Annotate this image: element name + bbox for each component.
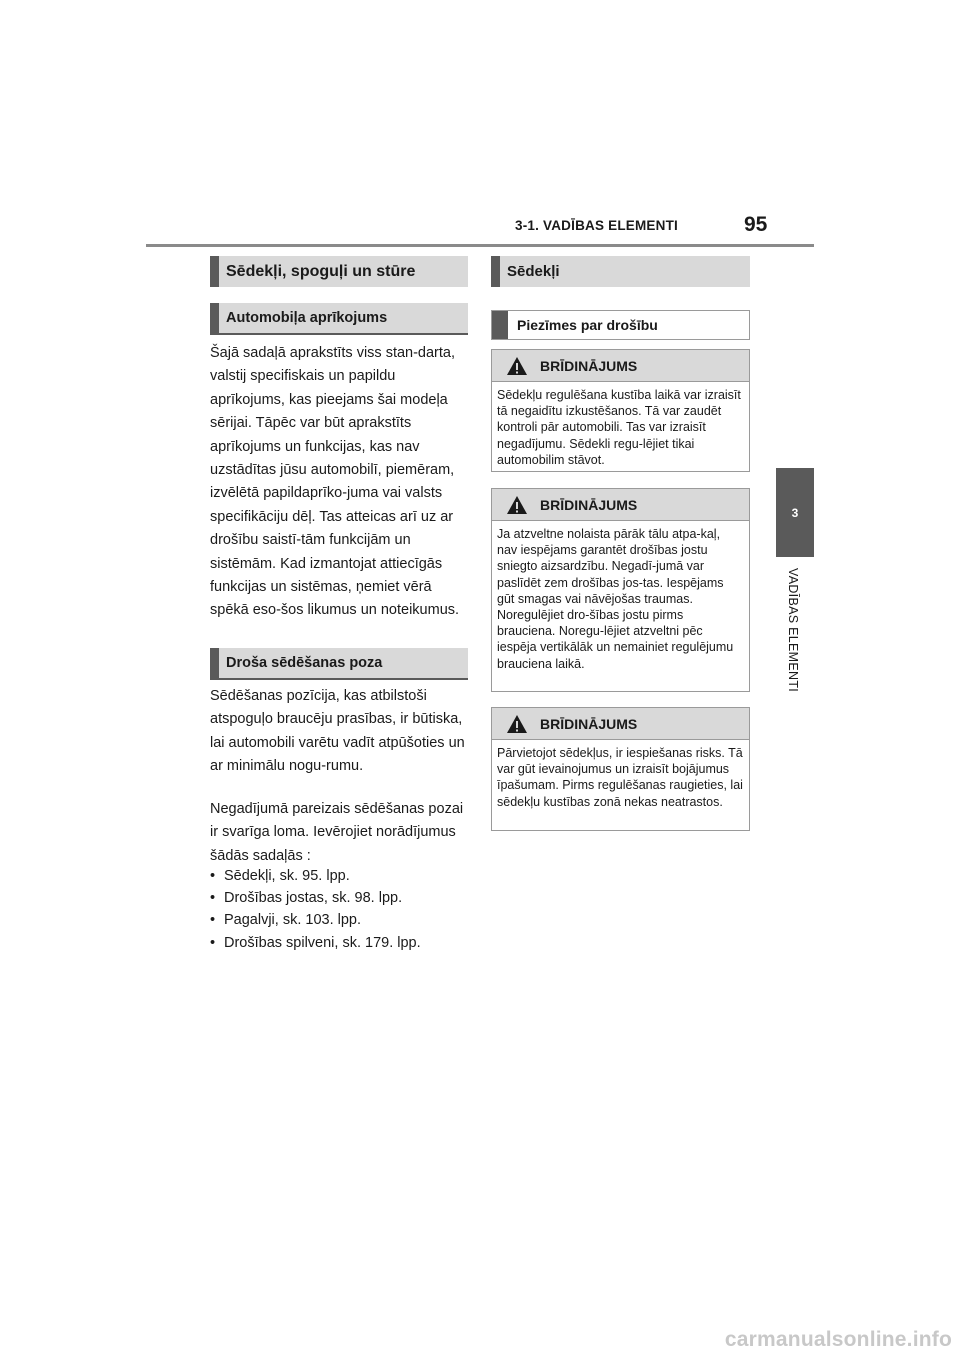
chapter-tab (776, 468, 814, 557)
list-item: • Sēdekļi, sk. 95. lpp. (210, 865, 421, 887)
page-number: 95 (744, 213, 768, 236)
warning-text: Sēdekļu regulēšana kustība laikā var izraisīt tā negaidītu izkustēšanos. Tā var zaudēt kontroli pār automobili. Tas var izraisīt negadījumu. Sēdekli regu-lējiet tikai automobilim stāvot. (497, 388, 741, 467)
warning-header (492, 350, 749, 382)
warning-text: Pārvietojot sēdekļus, ir iespiešanas risks. Tā var gūt ievainojumus un izraisīt bojājumus īpašumam. Pirms regulēšanas raugieties, lai sēdekļu kustības zonā nekas neatrastos. (497, 746, 743, 809)
warning-triangle-icon (506, 356, 528, 376)
subsection-equipment (210, 303, 468, 335)
section-title-bar-seats (491, 256, 750, 287)
subsection-seating-posture (210, 648, 468, 680)
warning-title: BRĪDINĀJUMS (540, 715, 638, 732)
section-title: Sēdekļi, spoguļi un stūre (226, 262, 416, 280)
warning-box (491, 488, 750, 692)
section-title: Sēdekļi (507, 263, 560, 280)
posture-paragraph: Sēdēšanas pozīcija, kas atbilstoši atspoguļo braucēju prasības, ir būtiska, lai automobili varētu vadīt atpūšoties un ar minimālu nogu-rumu. (210, 688, 465, 775)
heading-marker (492, 311, 508, 339)
section-title-bar (210, 256, 468, 287)
warning-triangle-icon (506, 495, 528, 515)
warning-header (492, 489, 749, 521)
subsection-title: Automobiļa aprīkojums (226, 310, 388, 326)
warning-header (492, 708, 749, 740)
warning-title: BRĪDINĀJUMS (540, 357, 638, 374)
chapter-side-label: VADĪBAS ELEMENTI (786, 568, 800, 693)
warning-text: Ja atzveltne nolaista pārāk tālu atpa-kaļ, nav iespējams garantēt drošības jostu sniegto aizsardzību. Negadī-jumā var paslīdēt zem drošības jos-tas. Iespējams gūt smagas vai nāvējošas traumas. Noregulējiet dro-šības jostu pirms brauciena. Noregu-lējiet atzveltni pēc iespēja vertikālāk un nemainiet regulējumu brauciena laikā. (497, 527, 734, 671)
equipment-paragraph: Šajā sadaļā aprakstīts viss stan-darta, valstij specifiskais un papildu aprīkojums, kas pieejams šai modeļa sērijai. Tāpēc var būt aprakstīts aprīkojums un funkcijas, kas nav uzstādītas jūsu automobilī, piemēram, izvēlētā papildaprīko-juma vai valsts specifikāciju dēļ. Tas atteicas arī uz ar drošību saistī-tām funkcijām un sistēmām. Kad izmantojat attiecīgās funkcijas un sistēmas, ņemiet vērā spēkā eso-šos likumus un noteikumus. (210, 345, 460, 619)
subsection-title: Droša sēdēšanas poza (226, 655, 383, 671)
accident-paragraph: Negadījumā pareizais sēdēšanas pozai ir svarīga loma. Ievērojiet norādījumus šādās sadaļās : (210, 801, 464, 864)
safety-notes-heading (491, 310, 750, 340)
section-header: 3-1. VADĪBAS ELEMENTI (515, 218, 678, 233)
warning-triangle-icon (506, 714, 528, 734)
warning-title: BRĪDINĀJUMS (540, 496, 638, 513)
warning-box (491, 349, 750, 472)
list-item: • Drošības spilveni, sk. 179. lpp. (210, 932, 421, 954)
list-item: • Drošības jostas, sk. 98. lpp. (210, 887, 421, 909)
warning-box (491, 707, 750, 831)
chapter-number: 3 (791, 505, 799, 520)
watermark: carmanualsonline.info (724, 1328, 952, 1351)
header-divider (146, 244, 814, 247)
notes-title: Piezīmes par drošību (517, 317, 658, 333)
reference-list (210, 865, 421, 954)
list-item: • Pagalvji, sk. 103. lpp. (210, 909, 421, 931)
